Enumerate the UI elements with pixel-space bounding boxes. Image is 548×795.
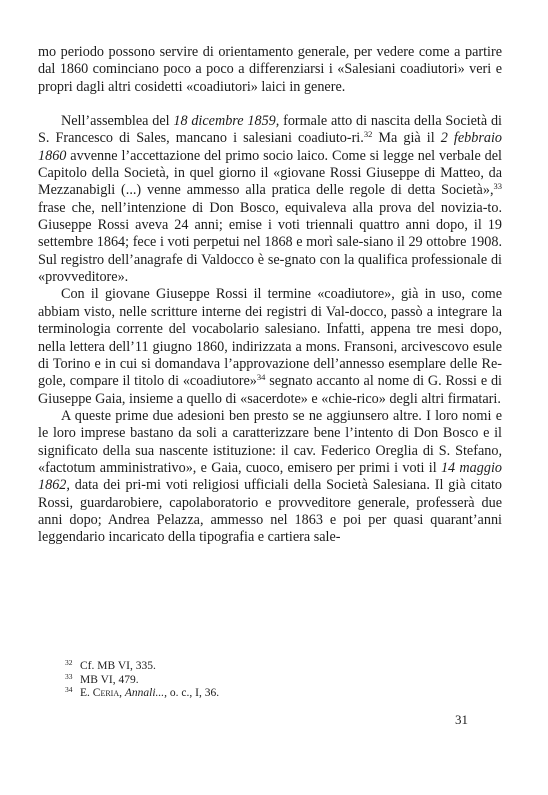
footnote-34: 34 E. Ceria, Annali..., o. c., I, 36. [65, 685, 220, 700]
footnote-ref-34[interactable]: 34 [256, 372, 266, 383]
paragraph-3-text-b: segnato accanto al nome di G. Rossi e di Giuseppe Gaia, insieme a quello di «sacerdote» e «chie-rico» degli altri firmatari. [38, 373, 502, 407]
footnote-33: 33 MB VI, 479. [65, 671, 139, 686]
footnote-ref-32[interactable]: 32 [363, 129, 373, 140]
paragraph-2-text-e: frase che, nell’intenzione di Don Bosco, equivaleva alla prova del novizia-to. Giuseppe Rossi aveva 24 anni; emise i voti triennali quattro anni dopo, il 19 settembre 1864; fece i voti perpetui nel 1868 e morì sale-siano il 29 ottobre 1908. Sul registro dell’anagrafe di Valdocco è se-gnato con la qualifica professionale di «provveditore». [38, 199, 502, 286]
paragraph-3-text-a: Con il giovane Giuseppe Rossi il termine «coadiutore», già in uso, come abbiam visto, nelle scritture interne dei registri di Val-docco, passò a integrare la terminologia corrente del vocabolario salesiano. Infatti, appena tre mesi dopo, nella lettera dell’11 giugno 1860, indirizzata a mons. Fransoni, arcivescovo esule di Torino e in cui si domandava l’approvazione dell’annesso esemplare delle Re-gole, compare il titolo di «coadiutore» [38, 286, 502, 390]
footnote-ref-33[interactable]: 33 [493, 181, 502, 192]
date-18-dicembre-1859: 18 dicembre 1859, [173, 113, 280, 130]
page-body [38, 44, 502, 547]
date-14-maggio-1862: 14 maggio 1862, [38, 459, 502, 494]
paragraph-2-text-c: Ma già il [372, 130, 441, 147]
paragraph-2-text-a: Nell’assemblea del [61, 113, 174, 130]
footnotes [65, 660, 485, 701]
paragraph-1 [38, 44, 502, 96]
footnote-text: MB VI, 479. [80, 673, 139, 686]
paragraph-2 [38, 113, 502, 286]
paragraph-2-text-b: formale atto di nascita della Società di S. Francesco di Sales, mancano i salesiani coadiuto-ri. [38, 113, 502, 147]
date-2-febbraio-1860: 2 febbraio 1860 [38, 130, 502, 164]
footnote-author: E. Ceria, [80, 687, 122, 700]
footnote-text: o. c., I, 36. [167, 687, 220, 700]
paragraph-4-text-b: data dei pri-mi voti religiosi ufficiali della Società Salesiana. Il già citato Rossi, guardarobiere, capolaboratorio e provveditore generale, professerà due anni dopo; Andrea Pelazza, ammesso nel 1863 e poi per quasi quarant’anni leggendario incaricato della tipografia e cartiera sale- [38, 477, 502, 546]
footnote-text: Cf. MB VI, 335. [80, 660, 156, 672]
paragraph-3 [38, 286, 502, 407]
page-number: 31 [455, 712, 468, 727]
footnote-32: 32 Cf. MB VI, 335. [65, 658, 156, 672]
paragraph-4-text-a: A queste prime due adesioni ben presto se ne aggiunsero altre. I loro nomi e le loro imprese bastano da soli a caratterizzare bene l’intento di Don Bosco e il significato della sua nascente istituzione: il cav. Federico Oreglia di S. Stefano, «factotum amministrativo», e Gaia, cuoco, emisero per primi i voti il [38, 407, 502, 476]
paragraph-1-text: mo periodo possono servire di orientamento generale, per vedere come a partire dal 1860 cominciano poco a poco a differenziarsi i «Salesiani coadiutori» veri e propri dagli altri cosidetti «coadiutori» laici in genere. [38, 44, 502, 95]
paragraph-4 [38, 408, 502, 547]
paragraph-2-text-d: avvenne l’accettazione del primo socio laico. Come si legge nel verbale del Capitolo della Società, in quel giorno il «giovane Rossi Giuseppe di Matteo, da Mezzanabigli (...) venne ammesso alla pratica delle regole di detta Società», [38, 147, 502, 199]
footnote-title: Annali..., [124, 687, 168, 700]
